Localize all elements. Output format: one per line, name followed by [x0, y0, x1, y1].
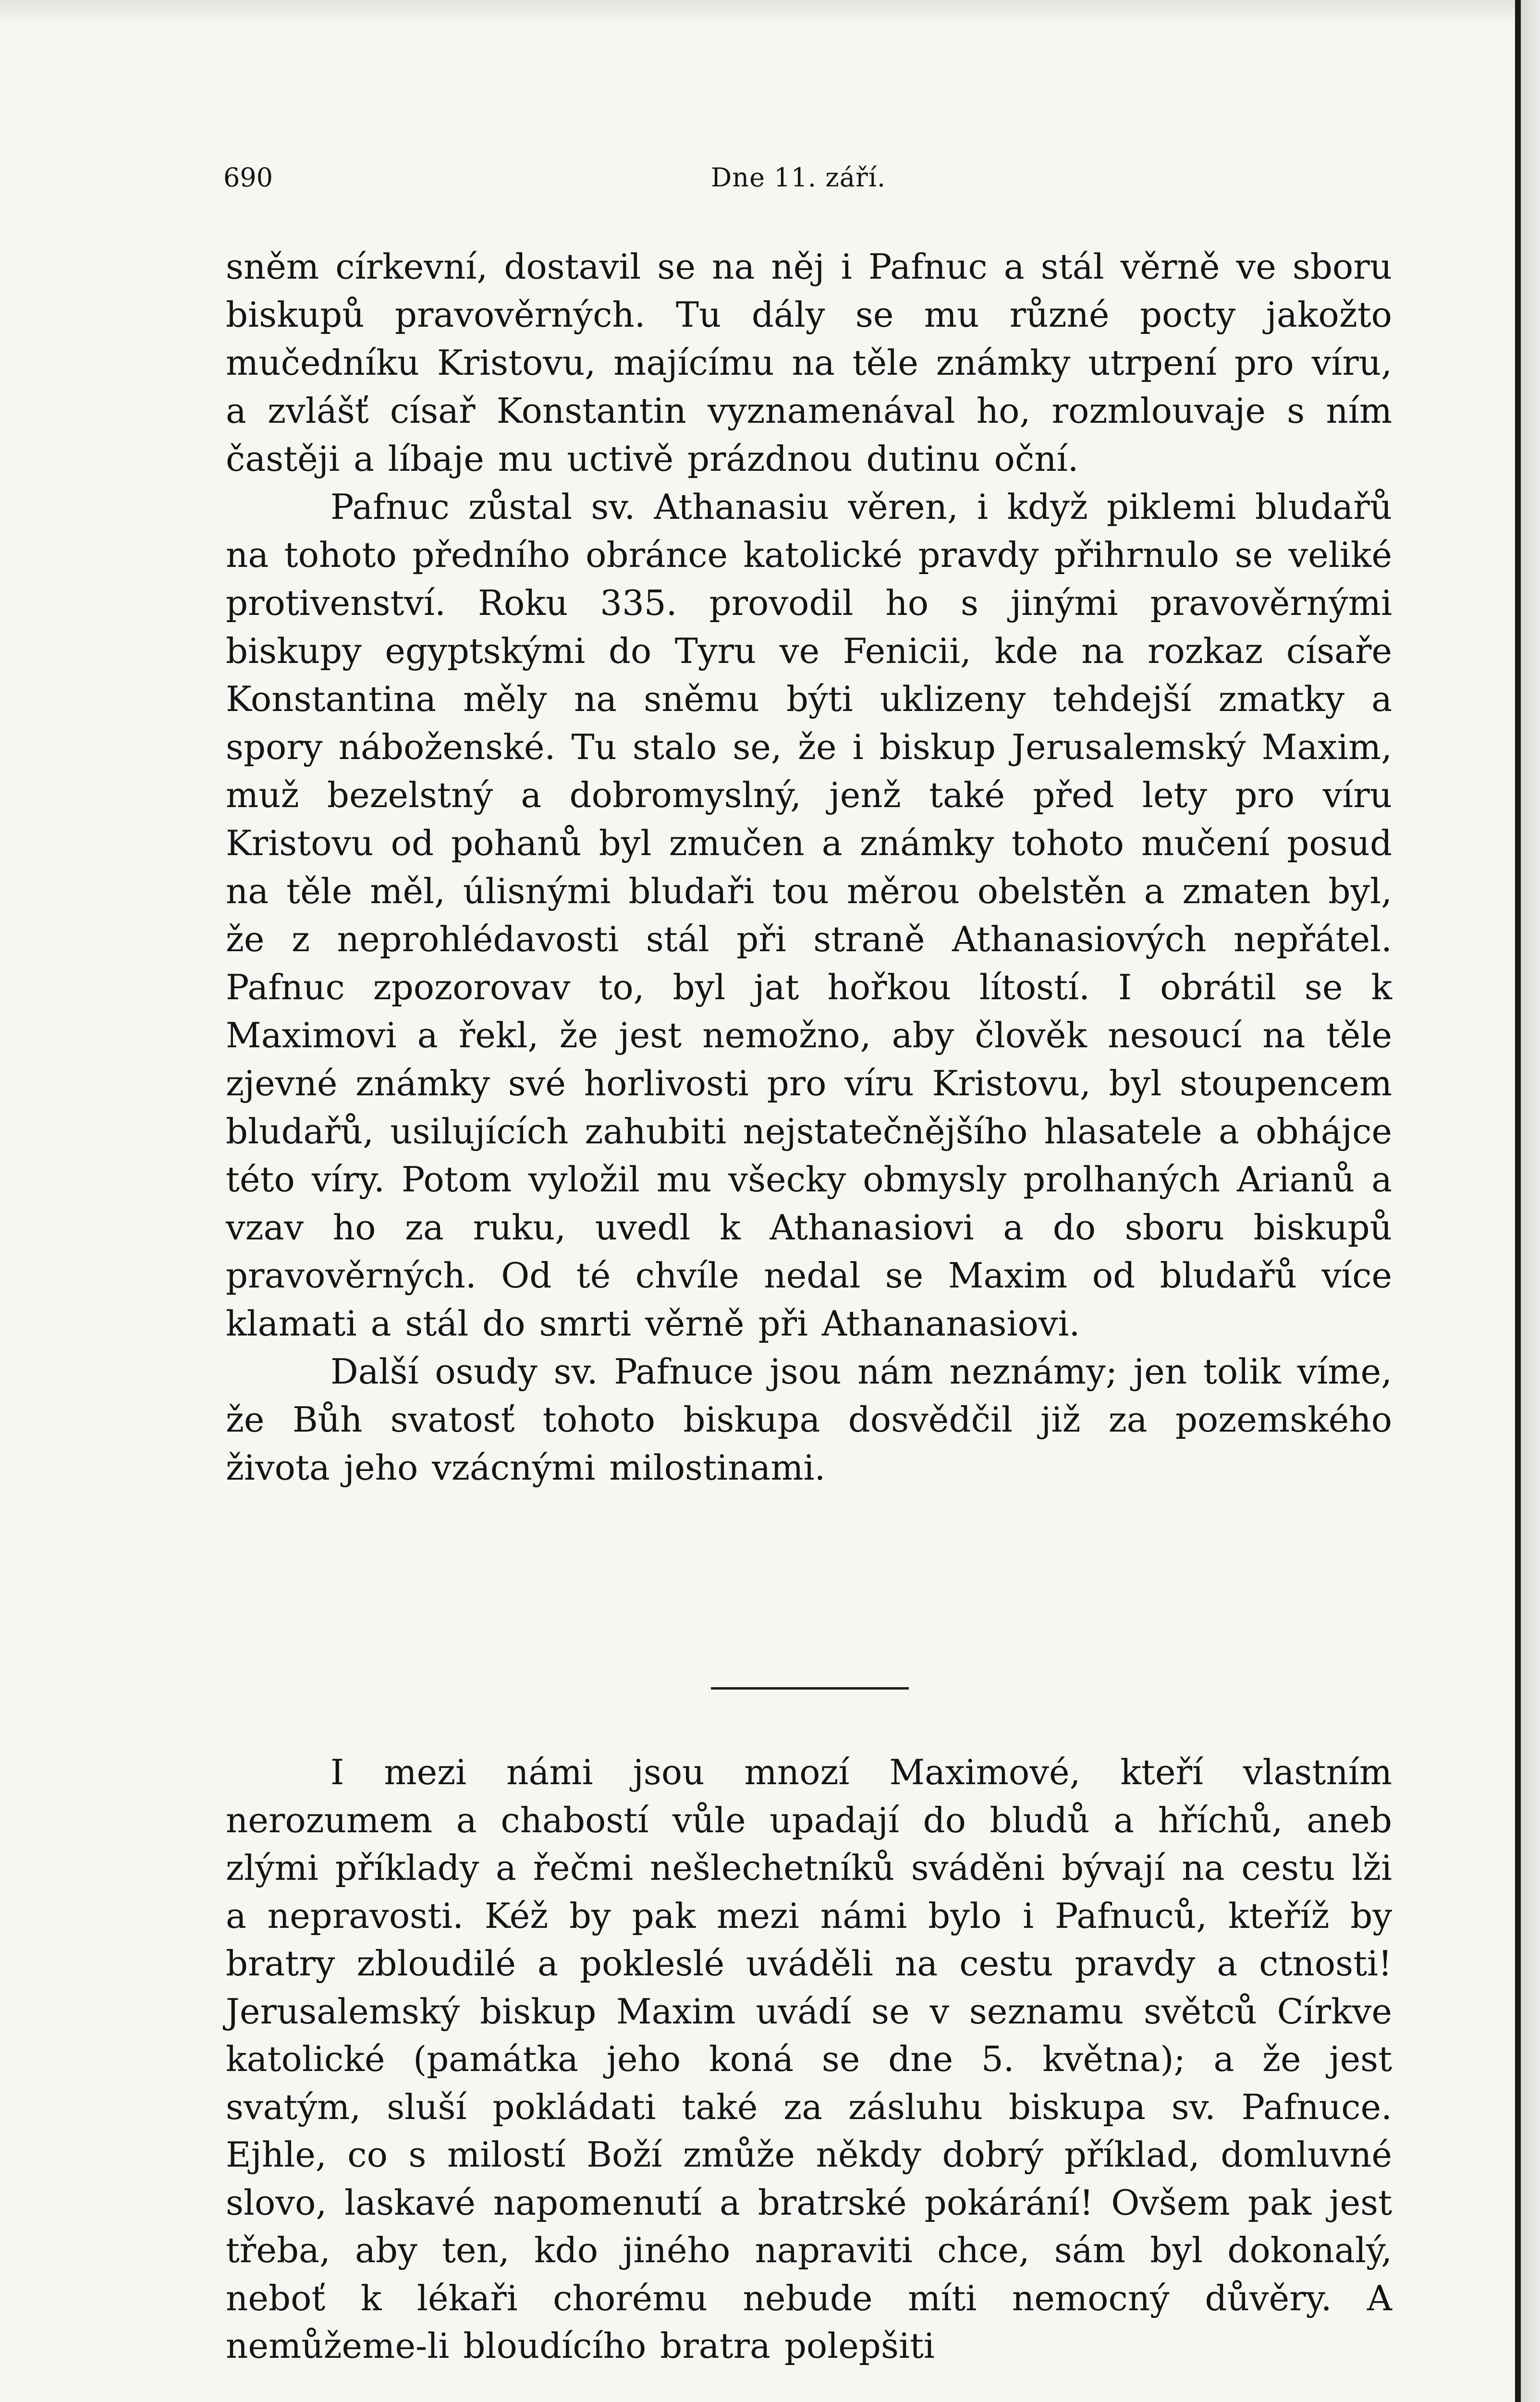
page-edge-line	[1515, 0, 1521, 2402]
section-divider	[711, 1687, 909, 1690]
main-text	[226, 243, 1392, 1492]
paragraph: Další osudy sv. Pafnuce jsou nám neznámy; jen tolik víme, že Bůh svatosť tohoto biskupa dosvědčil již za pozemského života jeho vzácnými milostinami.	[226, 1351, 1392, 1488]
paragraph: sněm církevní, dostavil se na něj i Pafnuc a stál věrně ve sboru biskupů pravověrných. Tu dály se mu různé pocty jakožto mučedníku Kristovu, majícímu na těle známky utrpení pro víru, a zvlášť císař Konstantin vyznamenával ho, rozmlouvaje s ním častěji a líbaje mu uctivě prázdnou dutinu oční.	[226, 246, 1392, 479]
running-head: Dne 11. září.	[711, 162, 886, 193]
reflection-text	[226, 1749, 1392, 2370]
page-top-shadow	[0, 0, 1540, 24]
page-number: 690	[223, 162, 273, 193]
page-edge-margin	[1521, 0, 1540, 2402]
paragraph: I mezi námi jsou mnozí Maximové, kteří vlastním nerozumem a chabostí vůle upadají do bludů a hříchů, aneb zlými příklady a řečmi nešlechetníků sváděni bývají na cestu lži a nepravosti. Kéž by pak mezi námi bylo i Pafnuců, kteříž by bratry zbloudilé a pokleslé uváděli na cestu pravdy a ctnosti! Jerusalemský biskup Maxim uvádí se v seznamu světců Církve katolické (památka jeho koná se dne 5. května); a že jest svatým, sluší pokládati také za zásluhu biskupa sv. Pafnuce. Ejhle, co s milostí Boží zmůže někdy dobrý příklad, domluvné slovo, laskavé napomenutí a bratrské pokárání! Ovšem pak jest třeba, aby ten, kdo jiného napraviti chce, sám byl dokonalý, neboť k lékaři chorému nebude míti nemocný důvěry. A nemůžeme-li bloudícího bratra polepšiti	[226, 1752, 1392, 2366]
page-header	[223, 161, 1391, 195]
paragraph: Pafnuc zůstal sv. Athanasiu věren, i když piklemi bludařů na tohoto předního obránce katolické pravdy přihrnulo se veliké protivenství. Roku 335. provodil ho s jinými pravověrnými biskupy egyptskými do Tyru ve Fenicii, kde na rozkaz císaře Konstantina měly na sněmu býti uklizeny tehdejší zmatky a spory náboženské. Tu stalo se, že i biskup Jerusalemský Maxim, muž bezelstný a dobromyslný, jenž také před lety pro víru Kristovu od pohanů byl zmučen a známky tohoto mučení posud na těle měl, úlisnými bludaři tou měrou obelstěn a zmaten byl, že z neprohlédavosti stál při straně Athanasiových nepřátel. Pafnuc zpozorovav to, byl jat hořkou lítostí. I obrátil se k Maximovi a řekl, že jest nemožno, aby člověk nesoucí na těle zjevné známky své horlivosti pro víru Kristovu, byl stoupencem bludařů, usilujících zahubiti nejstatečnějšího hlasatele a obhájce této víry. Potom vyložil mu všecky obmysly prolhaných Arianů a vzav ho za ruku, uvedl k Athanasiovi a do sboru biskupů pravověrných. Od té chvíle nedal se Maxim od bludařů více klamati a stál do smrti věrně při Athananasiovi.	[226, 487, 1392, 1344]
